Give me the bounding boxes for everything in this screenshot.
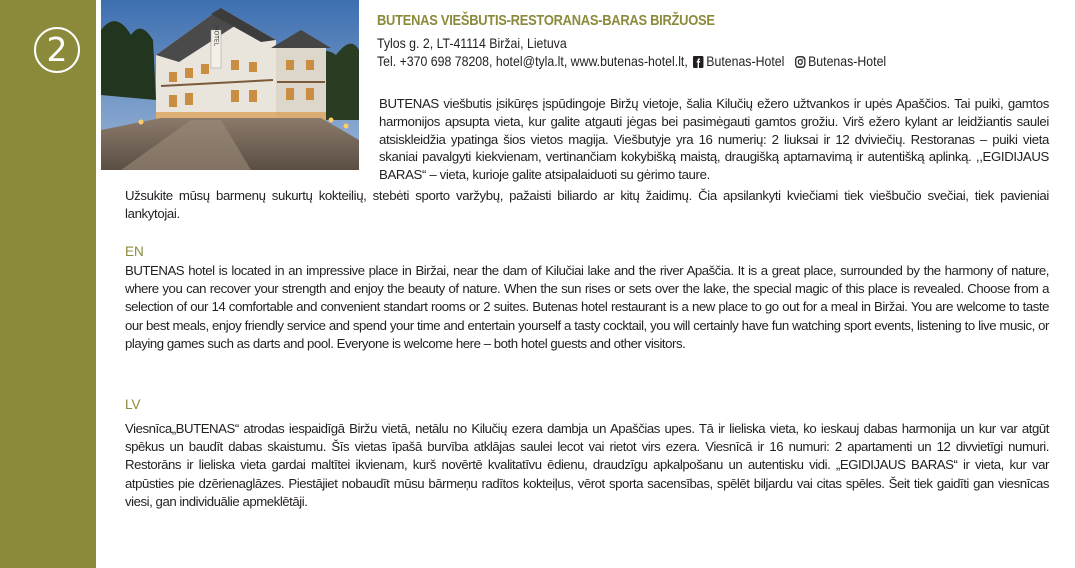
lt-description: BUTENAS viešbutis įsikūręs įspūdingoje Biržų vietoje, šalia Kilučių ežero užtvankos ir upės Apaščios. Tai puiki, gamtos harmonijos apsupta vieta, kur galite atgauti jėgas bei pasimėgauti gamtos grožiu. Virš ežero kylant ar leidžiantis saulei atsiskleidžia ypatinga šios vietos magija. Viešbutyje yra 16 numerių: 2 liuksai ir 12 dviviečių. Restoranas – puiki vieta skaniai pavalgyti kiekvienam, vertinančiam kokybišką maistą, draugišką aptarnavimą ir autentišką aplinką. ,,EGIDIJAUS BARAS“ – vieta, kurioje galite atsipalaiduoti su gėrimo taure.: [379, 96, 1049, 183]
instagram-handle: Butenas-Hotel: [808, 53, 887, 69]
lv-description: Viesnīca„BUTENAS“ atrodas iespaidīgā Biržu vietā, netālu no Kilučių ezera dambja un Apaščias upes. Tā ir lieliska vieta, ko ieskauj dabas harmonija un kur var atgūt spēkus un baudīt dabas skaistumu. Šīs vietas īpašā burvība atklājas saulei lecot vai rietot virs ezera. Viesnīcā ir 16 numuri: 2 apartamenti un 12 divvietīgi numuri. Restorāns ir lieliska vieta gardai maltītei ikvienam, kurš novērtē kvalitatīvu ēdienu, draudzīgu apkalpošanu un autentisku vidi. „EGIDIJAUS BARAS“ ir vieta, kur var atpūsties pie dzērienaglāzes. Piestājiet nobaudīt mūsu bārmeņu radītos kokteiļus, vērot sporta sacensības, spēlēt biljardu vai citas spēles. Šeit tiek gaidīti gan viesnīcas viesi, gan individuālie apmeklētāji.: [125, 421, 1049, 509]
facebook-icon: [693, 55, 704, 71]
hotel-sign: HOTEL: [212, 25, 220, 47]
hotel-contacts: [377, 53, 886, 71]
hotel-photo: [101, 0, 359, 170]
facebook-handle: Butenas-Hotel: [706, 53, 785, 69]
hotel-address: Tylos g. 2, LT-41114 Biržai, Lietuva: [377, 35, 567, 51]
en-description: BUTENAS hotel is located in an impressive place in Biržai, near the dam of Kilučiai lake and the river Apaščia. It is a great place, surrounded by the harmony of nature, where you can recover your strength and enjoy the beauty of nature. When the sun rises or sets over the lake, the special magic of this place is revealed. Choose from a selection of our 14 comfortable and convenient standart rooms or 2 suites. Butenas hotel restaurant is a new place to go out for a meal in Biržai. You are welcome to taste our best meals, enjoy friendly service and spend your time and entertain yourself a tasty cocktail, you will certainly have fun watching sport events, listening to live music, or playing games such as darts and pool. Everyone is welcome here – both hotel guests and other visitors.: [125, 263, 1049, 351]
contact-line: Tel. +370 698 78208, hotel@tyla.lt, www.butenas-hotel.lt,: [377, 53, 688, 69]
hotel-title: BUTENAS VIEŠBUTIS-RESTORANAS-BARAS BIRŽUOSE: [377, 12, 715, 29]
lt-description-continued: Užsukite mūsų barmenų sukurtų kokteilių, stebėti sporto varžybų, pažaisti biliardo ar kitų žaidimų. Čia apsilankyti kviečiami tiek viešbučio svečiai, tiek pavieniai lankytojai.: [125, 188, 1049, 221]
instagram-icon: [795, 55, 806, 71]
en-label: EN: [125, 244, 144, 259]
side-band: [0, 0, 96, 568]
lv-label: LV: [125, 397, 141, 412]
number-badge: 2: [34, 27, 80, 73]
